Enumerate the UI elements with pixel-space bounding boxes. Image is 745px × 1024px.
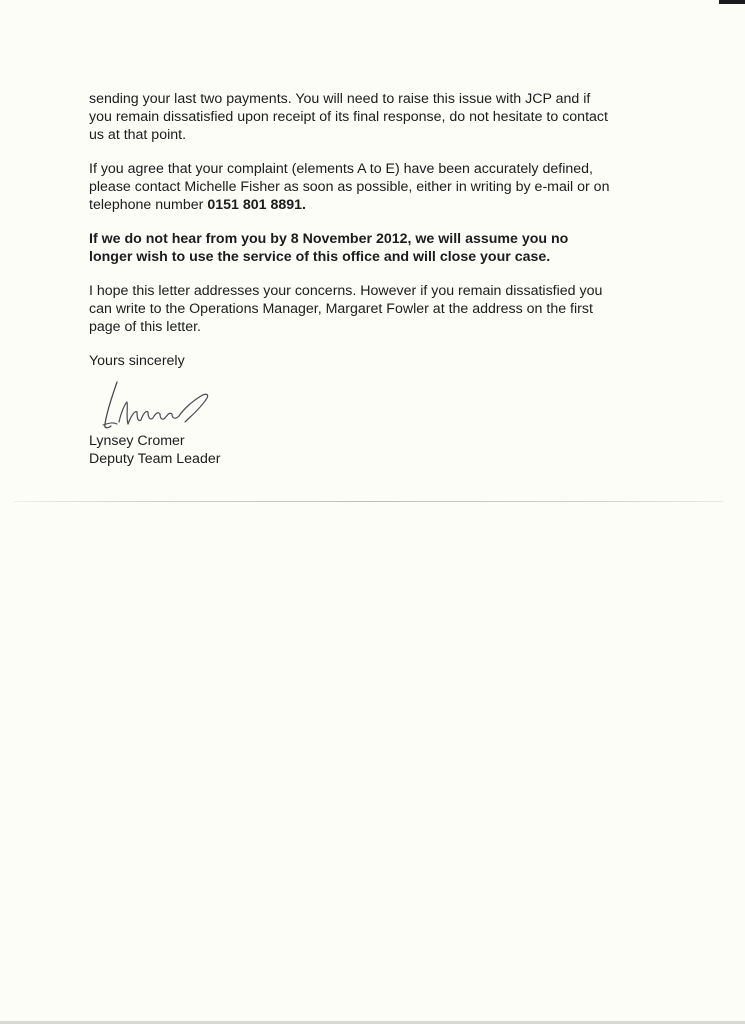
paper-fold-line bbox=[14, 501, 723, 502]
telephone-number: 0151 801 8891. bbox=[207, 197, 306, 213]
scan-corner-mark bbox=[719, 0, 745, 4]
paragraph-payments: sending your last two payments. You will need to raise this issue with JCP and if you remain dissatisfied upon receipt of its final response, do not hesitate to contact us at that point. bbox=[89, 91, 608, 143]
complaint-contact-text: If you agree that your complaint (elements A to E) have been accurately defined, please contact Michelle Fisher as soon as possible, either in writing by e-mail or on telephone number bbox=[89, 161, 610, 213]
handwritten-signature bbox=[95, 374, 225, 432]
paragraph-further-concerns: I hope this letter addresses your concerns. However if you remain dissatisfied you can write to the Operations Manager, Margaret Fowler at the address on the first page of this letter. bbox=[89, 283, 603, 335]
signer-title: Deputy Team Leader bbox=[89, 451, 221, 467]
signer-name: Lynsey Cromer bbox=[89, 433, 185, 449]
paragraph-deadline-warning: If we do not hear from you by 8 November 2012, we will assume you no longer wish to use the service of this office and will close your case. bbox=[89, 231, 569, 265]
letter-body bbox=[89, 90, 634, 468]
paragraph-complaint-contact bbox=[89, 160, 634, 214]
closing-salutation: Yours sincerely bbox=[89, 353, 185, 369]
